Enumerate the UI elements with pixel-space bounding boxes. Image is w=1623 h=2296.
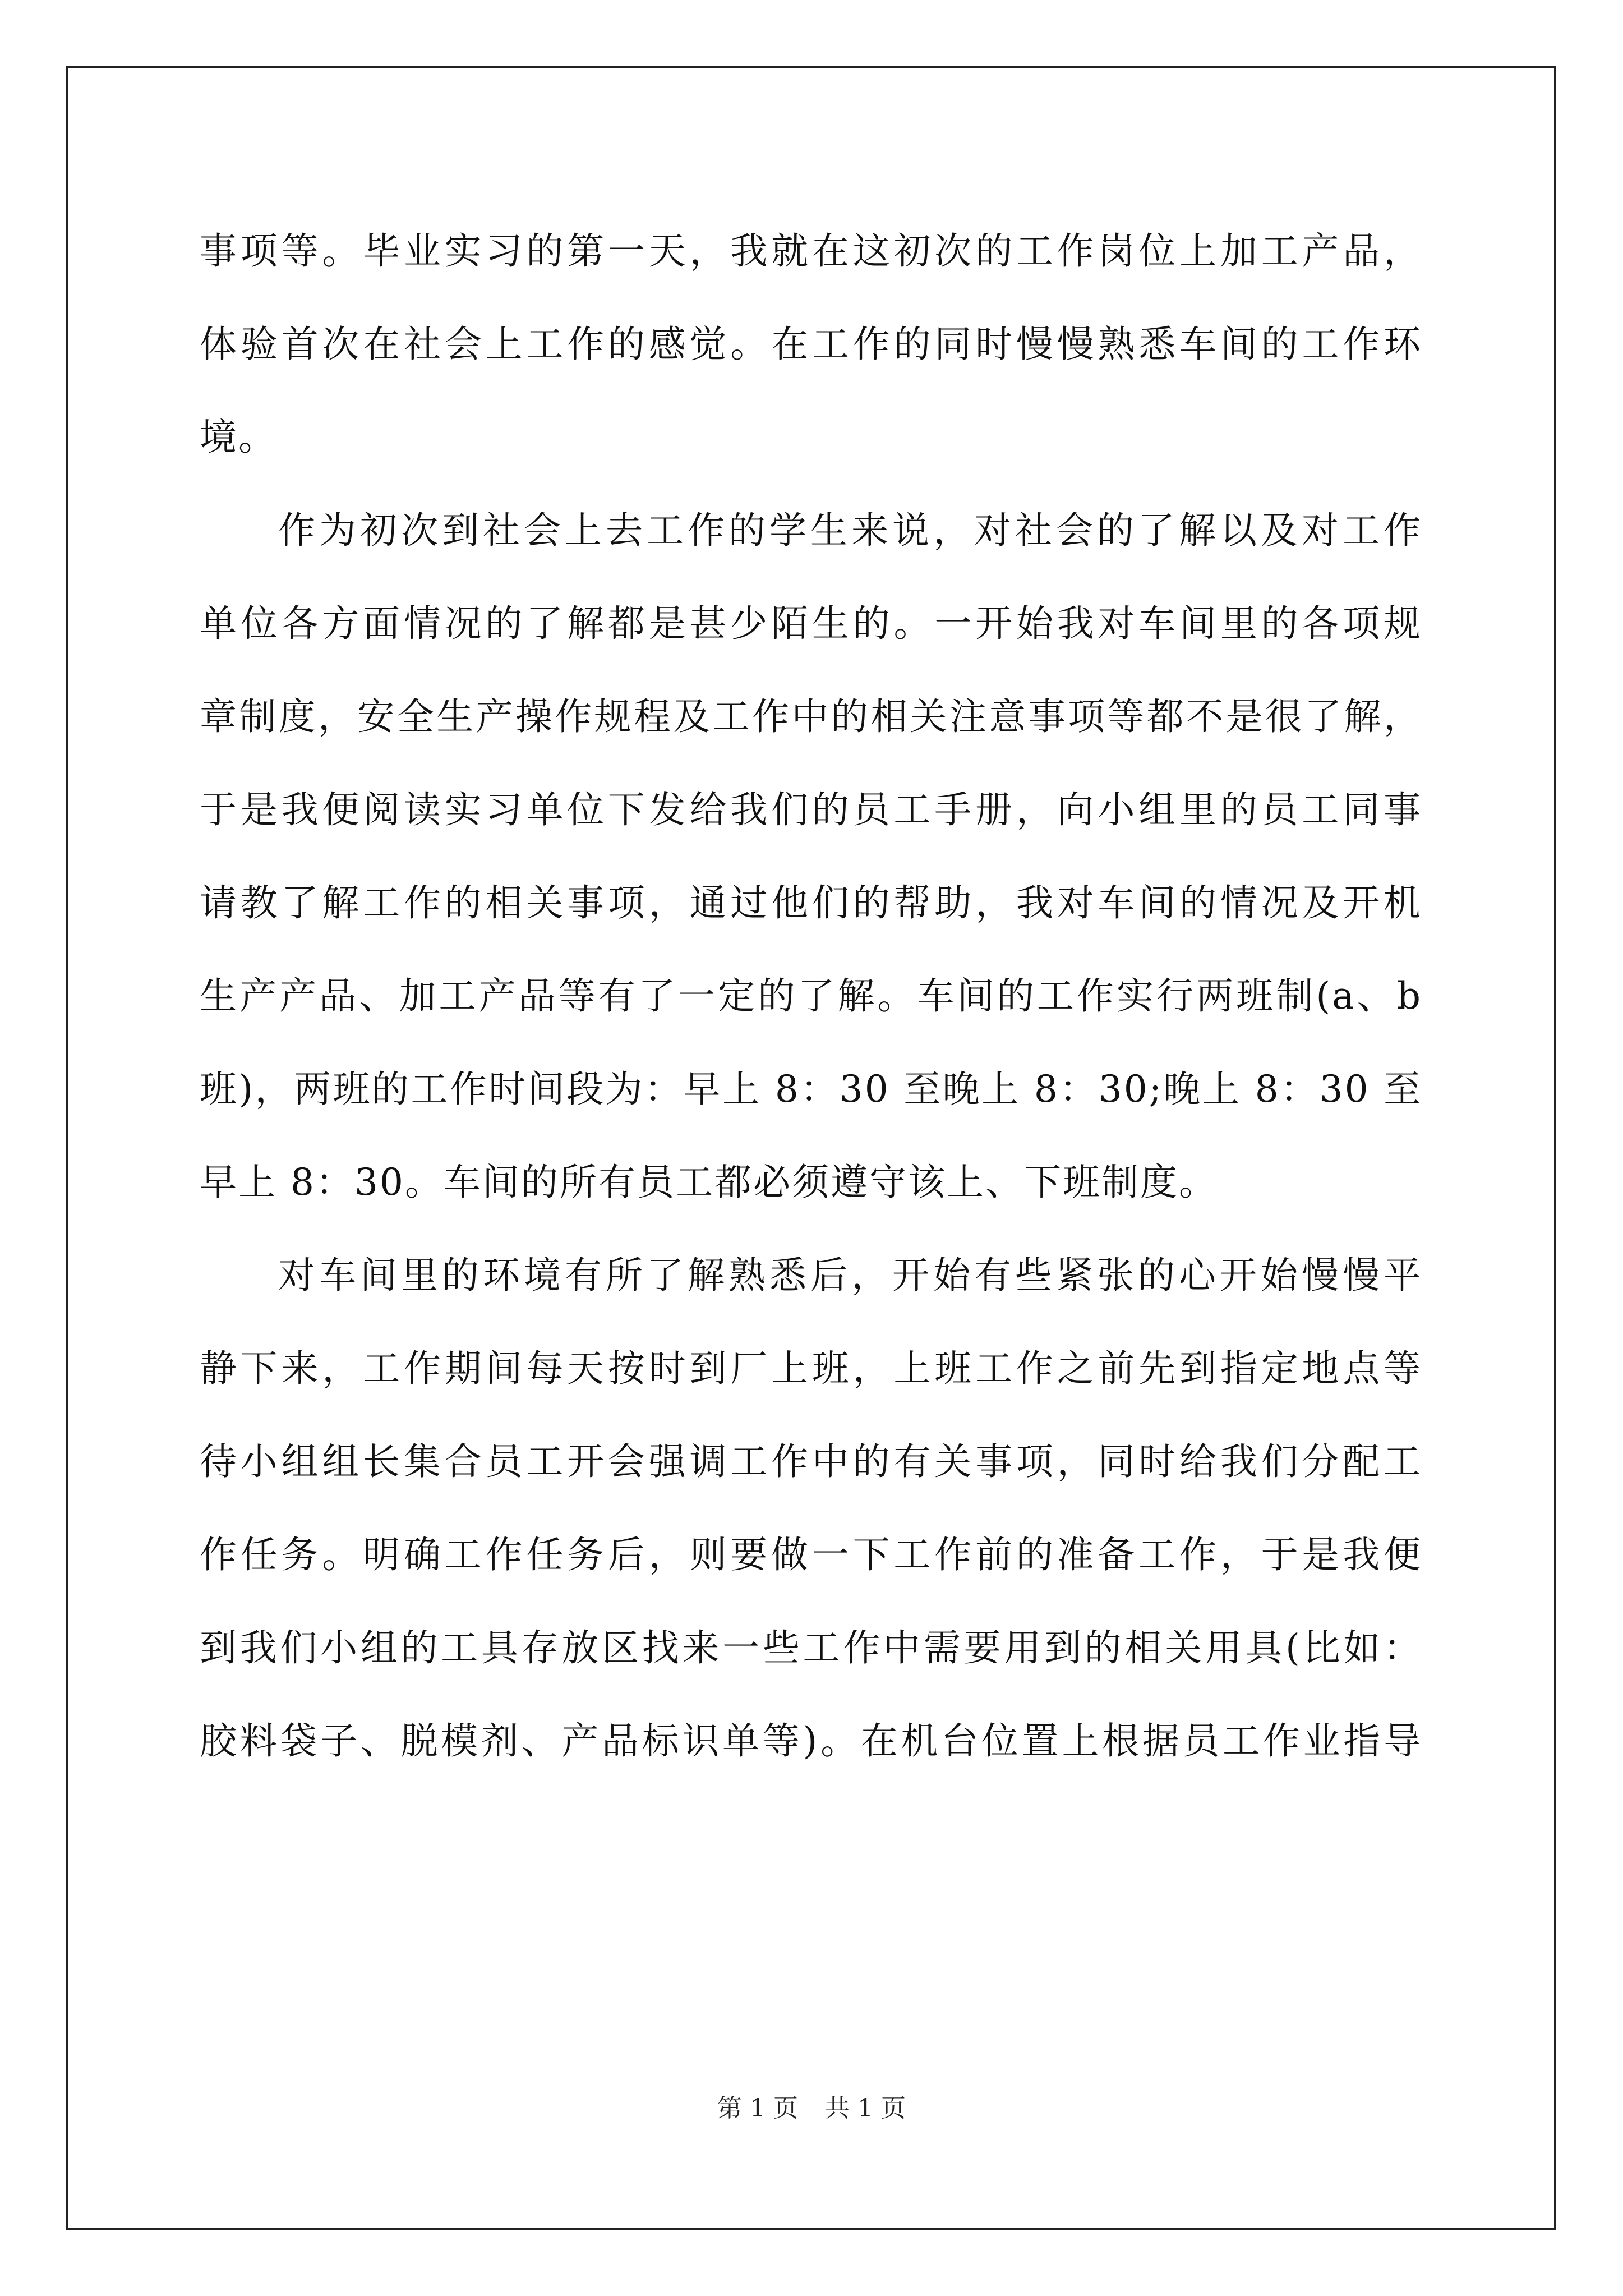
text-line-13: 静下来，工作期间每天按时到厂上班，上班工作之前先到指定地点等 (200, 1347, 1422, 1390)
text-line-15: 作任务。明确工作任务后，则要做一下工作前的准备工作，于是我便 (200, 1533, 1422, 1576)
text-line-8: 请教了解工作的相关事项，通过他们的帮助，我对车间的情况及开机 (200, 881, 1422, 924)
text-line-11: 早上 8：30。车间的所有员工都必须遵守该上、下班制度。 (200, 1161, 1218, 1204)
text-line-16: 到我们小组的工具存放区找来一些工作中需要用到的相关用具(比如： (200, 1626, 1422, 1669)
page-footer (0, 2088, 1623, 2124)
text-line-14: 待小组组长集合员工开会强调工作中的有关事项，同时给我们分配工 (200, 1440, 1422, 1483)
text-line-3: 境。 (200, 416, 277, 459)
page-number-total: 共 1 页 (825, 2094, 906, 2123)
text-line-1: 事项等。毕业实习的第一天，我就在这初次的工作岗位上加工产品， (200, 229, 1422, 273)
text-line-5: 单位各方面情况的了解都是甚少陌生的。一开始我对车间里的各项规 (200, 602, 1422, 645)
text-line-4: 作为初次到社会上去工作的学生来说，对社会的了解以及对工作 (278, 509, 1422, 552)
text-line-10: 班)，两班的工作时间段为：早上 8：30 至晚上 8：30;晚上 8：30 至 (200, 1068, 1422, 1111)
text-line-7: 于是我便阅读实习单位下发给我们的员工手册，向小组里的员工同事 (200, 788, 1422, 831)
page-number-current: 第 1 页 (717, 2094, 798, 2123)
text-line-2: 体验首次在社会上工作的感觉。在工作的同时慢慢熟悉车间的工作环 (200, 323, 1422, 366)
text-line-12: 对车间里的环境有所了解熟悉后，开始有些紧张的心开始慢慢平 (278, 1254, 1422, 1297)
text-line-6: 章制度，安全生产操作规程及工作中的相关注意事项等都不是很了解， (200, 695, 1422, 738)
text-line-9: 生产产品、加工产品等有了一定的了解。车间的工作实行两班制(a、b (200, 974, 1422, 1018)
text-line-17: 胶料袋子、脱模剂、产品标识单等)。在机台位置上根据员工作业指导 (200, 1719, 1422, 1763)
document-body (200, 205, 1422, 1788)
